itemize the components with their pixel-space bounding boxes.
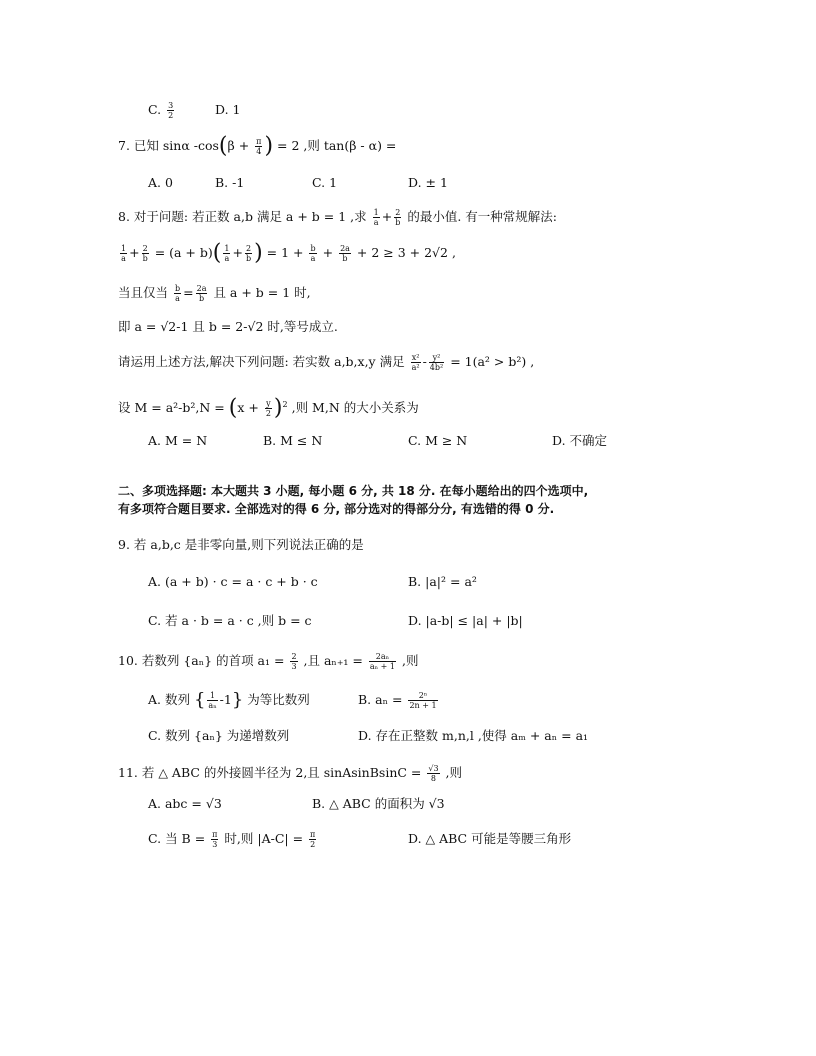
q7-option-a: A. 0 xyxy=(148,175,173,190)
question-7-stem: 7. 已知 sinα -cos(β + $\frac{\pi}{4}$ ) = 2 ,则 tan(β - α) = xyxy=(118,133,397,159)
q9-option-b: B. |a|² = a² xyxy=(408,574,477,589)
q8-option-a: A. M = N xyxy=(148,433,208,448)
question-10-stem: 10. 若数列 {aₙ} 的首项 a₁ = $\frac{2}{3}$ ,且 aₙ₊₁ = $\frac{\text{2aₙ}}{\text{aₙ + 1}}$ ,则 xyxy=(118,652,419,671)
section-2-header-line-1: 二、多项选择题: 本大题共 3 小题, 每小题 6 分, 共 18 分. 在每小题给出的四个选项中, xyxy=(118,484,589,498)
q7-option-c: C. 1 xyxy=(312,175,338,190)
q10-option-a: A. 数列 { $\frac{1}{\text{aₙ}}$ -1} 为等比数列 xyxy=(148,689,310,711)
question-9-stem: 9. 若 a,b,c 是非零向量,则下列说法正确的是 xyxy=(118,537,364,552)
q8-option-b: B. M ≤ N xyxy=(263,433,323,448)
q9-option-d: D. |a-b| ≤ |a| + |b| xyxy=(408,613,523,628)
q8-option-c: C. M ≥ N xyxy=(408,433,468,448)
q11-option-b: B. △ ABC 的面积为 √3 xyxy=(312,796,445,811)
q8-option-d: D. 不确定 xyxy=(552,433,608,448)
question-11-stem: 11. 若 △ ABC 的外接圆半径为 2,且 sinAsinBsinC = $\frac{√3}{8}$ ,则 xyxy=(118,764,463,783)
q11-option-a: A. abc = √3 xyxy=(148,796,222,811)
fraction: $\frac{3}{2}$ xyxy=(168,101,174,120)
question-8-line-2: $\frac{1}{a}$ + $\frac{2}{b}$ = (a + b)( $\frac{1}{a}$ + $\frac{2}{b}$ ) = 1 + $\frac{b}{a}$ + $\frac{2a}{b}$ + 2 ≥ 3 + 2√2 , xyxy=(121,240,456,266)
q6-option-d: D. 1 xyxy=(215,102,241,117)
vector-list: a,b,c xyxy=(150,537,181,552)
question-8-line-4: 即 a = √2-1 且 b = 2-√2 时,等号成立. xyxy=(118,319,338,334)
q7-option-d: D. ± 1 xyxy=(408,175,448,190)
question-8-line-6: 设 M = a²-b²,N = (x + $\frac{y}{2}$ )$^2$ ,则 M,N 的大小关系为 xyxy=(118,395,419,421)
q7-option-b: B. -1 xyxy=(215,175,245,190)
section-2-header-line-2: 有多项符合题目要求. 全部选对的得 6 分, 部分选对的得部分分, 有选错的得 0 分. xyxy=(118,502,555,516)
q6-option-c: C. $\frac{3}{2}$ xyxy=(148,101,174,120)
q9-option-c: C. 若 a · b = a · c ,则 b = c xyxy=(148,613,312,628)
question-8-line-3: 当且仅当 $\frac{b}{a}$ = $\frac{2a}{b}$ 且 a + b = 1 时, xyxy=(118,284,311,303)
q10-option-d: D. 存在正整数 m,n,l ,使得 aₘ + aₙ = a₁ xyxy=(358,728,589,743)
question-8-line-5: 请运用上述方法,解决下列问题: 若实数 a,b,x,y 满足 $\frac{\text{x²}}{\text{a²}}$ - $\frac{\text{y²}}{\text{4b²}}$ = 1(a² > b²) , xyxy=(118,353,535,372)
q10-option-b: B. aₙ = $\frac{\text{2ⁿ}}{2n + 1}$ xyxy=(358,691,437,710)
q9-option-a: A. (a + b) · c = a · c + b · c xyxy=(148,574,318,589)
question-8-line-1: 8. 对于问题: 若正数 a,b 满足 a + b = 1 ,求 $\frac{1}{a}$ + $\frac{2}{b}$ 的最小值. 有一种常规解法: xyxy=(118,208,557,227)
q10-option-c: C. 数列 {aₙ} 为递增数列 xyxy=(148,728,290,743)
q11-option-c: C. 当 B = $\frac{\pi}{3}$ 时,则 |A-C| = $\frac{\pi}{2}$ xyxy=(148,830,316,849)
q11-option-d: D. △ ABC 可能是等腰三角形 xyxy=(408,831,572,846)
